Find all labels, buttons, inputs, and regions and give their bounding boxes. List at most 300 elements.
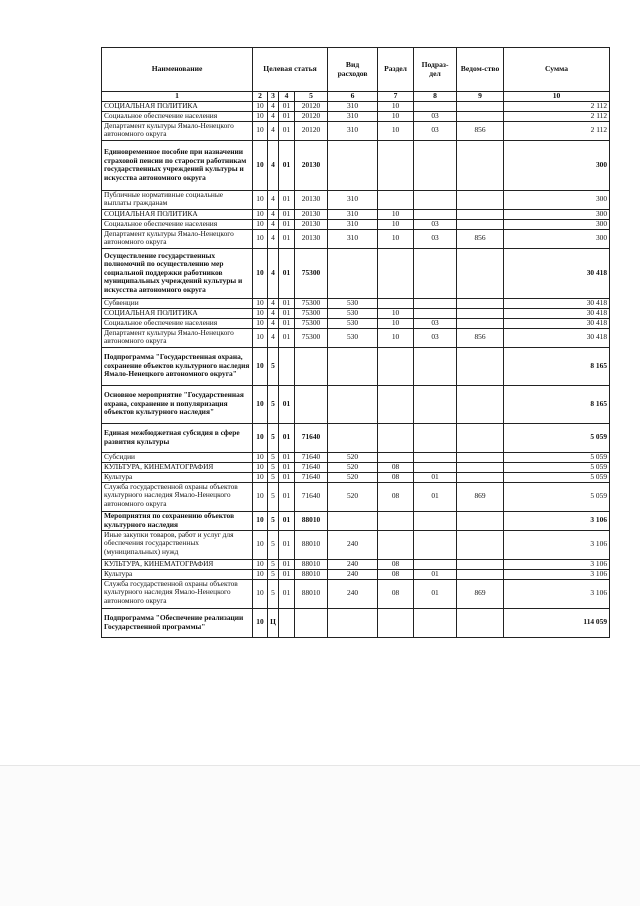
section-cell: 08 (378, 462, 414, 472)
target-part-2-cell: 10 (253, 472, 268, 482)
target-part-2-cell: 10 (253, 219, 268, 229)
section-cell (378, 423, 414, 452)
target-part-4-cell: 01 (279, 559, 295, 569)
department-cell (457, 219, 504, 229)
target-part-3-cell: 4 (268, 298, 279, 308)
row-name-cell: Социальное обеспечение населения (102, 111, 253, 121)
row-name-cell: Субвенции (102, 298, 253, 308)
column-number: 7 (378, 92, 414, 102)
column-number: 10 (504, 92, 610, 102)
section-cell (378, 452, 414, 462)
target-part-5-cell: 20130 (295, 140, 328, 190)
target-part-2-cell: 10 (253, 347, 268, 385)
target-part-4-cell: 01 (279, 229, 295, 248)
subsection-cell: 03 (414, 219, 457, 229)
expense-type-cell (328, 511, 378, 530)
table-row (102, 248, 610, 298)
expense-type-cell: 530 (328, 298, 378, 308)
amount-cell: 5 059 (504, 462, 610, 472)
table-row (102, 219, 610, 229)
target-part-5-cell: 88010 (295, 569, 328, 579)
target-part-4-cell: 01 (279, 452, 295, 462)
row-name-cell: Подпрограмма "Обеспечение реализации Государственной программы" (102, 608, 253, 637)
column-number: 6 (328, 92, 378, 102)
target-part-2-cell: 10 (253, 511, 268, 530)
column-number: 4 (279, 92, 295, 102)
target-part-3-cell: 5 (268, 530, 279, 559)
department-cell (457, 318, 504, 328)
amount-cell: 5 059 (504, 452, 610, 462)
expense-type-cell: 240 (328, 569, 378, 579)
target-part-4-cell: 01 (279, 219, 295, 229)
target-part-2-cell: 10 (253, 452, 268, 462)
table-row (102, 569, 610, 579)
amount-cell: 300 (504, 190, 610, 209)
target-part-2-cell: 10 (253, 608, 268, 637)
target-part-5-cell: 88010 (295, 559, 328, 569)
amount-cell: 300 (504, 229, 610, 248)
expense-type-cell (328, 248, 378, 298)
header-subsection: Подраз-дел (414, 48, 457, 92)
target-part-3-cell: 5 (268, 347, 279, 385)
target-part-5-cell: 20120 (295, 111, 328, 121)
department-cell (457, 190, 504, 209)
section-cell: 10 (378, 209, 414, 219)
target-part-2-cell: 10 (253, 140, 268, 190)
row-name-cell: Департамент культуры Ямало-Ненецкого автономного округа (102, 328, 253, 347)
target-part-2-cell: 10 (253, 328, 268, 347)
row-name-cell: Публичные нормативные социальные выплаты гражданам (102, 190, 253, 209)
expense-type-cell: 310 (328, 190, 378, 209)
target-part-4-cell (279, 608, 295, 637)
target-part-5-cell: 20130 (295, 219, 328, 229)
subsection-cell (414, 511, 457, 530)
subsection-cell (414, 140, 457, 190)
subsection-cell: 03 (414, 328, 457, 347)
target-part-2-cell: 10 (253, 462, 268, 472)
subsection-cell (414, 190, 457, 209)
target-part-4-cell: 01 (279, 121, 295, 140)
subsection-cell (414, 101, 457, 111)
section-cell: 10 (378, 328, 414, 347)
subsection-cell (414, 248, 457, 298)
department-cell (457, 248, 504, 298)
table-row (102, 111, 610, 121)
table-row (102, 318, 610, 328)
amount-cell: 5 059 (504, 472, 610, 482)
section-cell (378, 385, 414, 423)
target-part-3-cell: 4 (268, 219, 279, 229)
target-part-4-cell: 01 (279, 209, 295, 219)
department-cell (457, 298, 504, 308)
target-part-2-cell: 10 (253, 298, 268, 308)
target-part-4-cell: 01 (279, 385, 295, 423)
expense-type-cell (328, 385, 378, 423)
department-cell (457, 452, 504, 462)
expense-type-cell (328, 423, 378, 452)
expense-type-cell: 310 (328, 229, 378, 248)
target-part-2-cell: 10 (253, 308, 268, 318)
expense-type-cell: 240 (328, 530, 378, 559)
target-part-2-cell: 10 (253, 530, 268, 559)
amount-cell: 114 059 (504, 608, 610, 637)
table-row (102, 472, 610, 482)
target-part-5-cell: 71640 (295, 472, 328, 482)
amount-cell: 30 418 (504, 248, 610, 298)
target-part-5-cell: 75300 (295, 248, 328, 298)
subsection-cell (414, 209, 457, 219)
target-part-4-cell: 01 (279, 101, 295, 111)
row-name-cell: Единовременное пособие при назначении страховой пенсии по старости работникам государственных учреждений культуры и искусства автономного округа (102, 140, 253, 190)
target-part-4-cell: 01 (279, 482, 295, 511)
amount-cell: 300 (504, 209, 610, 219)
page-margin (0, 765, 640, 906)
column-number: 3 (268, 92, 279, 102)
target-part-2-cell: 10 (253, 482, 268, 511)
subsection-cell: 01 (414, 472, 457, 482)
row-name-cell: Служба государственной охраны объектов культурного наследия Ямало-Ненецкого автономного округа (102, 579, 253, 608)
target-part-5-cell: 20120 (295, 121, 328, 140)
amount-cell: 5 059 (504, 423, 610, 452)
target-part-3-cell: 4 (268, 101, 279, 111)
target-part-4-cell: 01 (279, 111, 295, 121)
amount-cell: 3 106 (504, 530, 610, 559)
target-part-3-cell: 4 (268, 229, 279, 248)
target-part-2-cell: 10 (253, 385, 268, 423)
table-row (102, 190, 610, 209)
department-cell: 856 (457, 229, 504, 248)
row-name-cell: Социальное обеспечение населения (102, 318, 253, 328)
header-amount: Сумма (504, 48, 610, 92)
table-row (102, 308, 610, 318)
section-cell (378, 530, 414, 559)
target-part-3-cell: 5 (268, 462, 279, 472)
department-cell (457, 209, 504, 219)
table-row (102, 385, 610, 423)
section-cell: 10 (378, 101, 414, 111)
department-cell (457, 472, 504, 482)
department-cell (457, 559, 504, 569)
department-cell (457, 308, 504, 318)
row-name-cell: Осуществление государственных полномочий по осуществлению мер социальной поддержки работников муниципальных учреждений культуры и искусства автономного округа (102, 248, 253, 298)
section-cell (378, 608, 414, 637)
section-cell: 08 (378, 559, 414, 569)
target-part-3-cell: Ц (268, 608, 279, 637)
expense-type-cell: 530 (328, 308, 378, 318)
target-part-2-cell: 10 (253, 101, 268, 111)
expense-type-cell: 240 (328, 559, 378, 569)
amount-cell: 2 112 (504, 111, 610, 121)
target-part-3-cell: 5 (268, 569, 279, 579)
row-name-cell: Единая межбюджетная субсидия в сфере развития культуры (102, 423, 253, 452)
expense-type-cell: 520 (328, 482, 378, 511)
column-number: 2 (253, 92, 268, 102)
subsection-cell: 03 (414, 121, 457, 140)
header-department: Ведом-ство (457, 48, 504, 92)
target-part-2-cell: 10 (253, 229, 268, 248)
department-cell (457, 101, 504, 111)
target-part-3-cell: 5 (268, 423, 279, 452)
budget-table (101, 47, 610, 638)
target-part-5-cell (295, 608, 328, 637)
section-cell (378, 140, 414, 190)
row-name-cell: СОЦИАЛЬНАЯ ПОЛИТИКА (102, 308, 253, 318)
subsection-cell (414, 462, 457, 472)
expense-type-cell (328, 347, 378, 385)
target-part-4-cell: 01 (279, 462, 295, 472)
expense-type-cell: 310 (328, 219, 378, 229)
table-row (102, 328, 610, 347)
table-row (102, 121, 610, 140)
table-row (102, 347, 610, 385)
section-cell (378, 248, 414, 298)
amount-cell: 8 165 (504, 385, 610, 423)
section-cell (378, 511, 414, 530)
target-part-3-cell: 4 (268, 328, 279, 347)
amount-cell: 30 418 (504, 318, 610, 328)
amount-cell: 300 (504, 219, 610, 229)
target-part-2-cell: 10 (253, 121, 268, 140)
target-part-5-cell: 88010 (295, 579, 328, 608)
section-cell (378, 298, 414, 308)
table-row (102, 482, 610, 511)
subsection-cell: 03 (414, 318, 457, 328)
target-part-2-cell: 10 (253, 248, 268, 298)
target-part-3-cell: 4 (268, 308, 279, 318)
table-row (102, 452, 610, 462)
amount-cell: 3 106 (504, 511, 610, 530)
subsection-cell (414, 452, 457, 462)
target-part-2-cell: 10 (253, 579, 268, 608)
expense-type-cell: 520 (328, 472, 378, 482)
amount-cell: 8 165 (504, 347, 610, 385)
subsection-cell (414, 559, 457, 569)
amount-cell: 300 (504, 140, 610, 190)
target-part-3-cell: 5 (268, 559, 279, 569)
target-part-2-cell: 10 (253, 318, 268, 328)
target-part-5-cell: 20120 (295, 101, 328, 111)
amount-cell: 3 106 (504, 579, 610, 608)
target-part-2-cell: 10 (253, 190, 268, 209)
amount-cell: 30 418 (504, 298, 610, 308)
target-part-3-cell: 4 (268, 190, 279, 209)
table-row (102, 423, 610, 452)
table-row (102, 511, 610, 530)
target-part-4-cell: 01 (279, 472, 295, 482)
subsection-cell: 01 (414, 482, 457, 511)
expense-type-cell: 530 (328, 318, 378, 328)
section-cell: 10 (378, 229, 414, 248)
row-name-cell: Мероприятия по сохранению объектов культурного наследия (102, 511, 253, 530)
expense-type-cell (328, 140, 378, 190)
subsection-cell (414, 608, 457, 637)
row-name-cell: СОЦИАЛЬНАЯ ПОЛИТИКА (102, 209, 253, 219)
target-part-5-cell: 20130 (295, 190, 328, 209)
section-cell: 10 (378, 219, 414, 229)
row-name-cell: Культура (102, 569, 253, 579)
target-part-5-cell: 75300 (295, 318, 328, 328)
row-name-cell: Подпрограмма "Государственная охрана, сохранение объектов культурного наследия Ямало-Ненецкого автономного округа" (102, 347, 253, 385)
target-part-3-cell: 4 (268, 121, 279, 140)
target-part-4-cell: 01 (279, 328, 295, 347)
amount-cell: 30 418 (504, 328, 610, 347)
target-part-3-cell: 4 (268, 111, 279, 121)
table-row (102, 101, 610, 111)
row-name-cell: КУЛЬТУРА, КИНЕМАТОГРАФИЯ (102, 559, 253, 569)
target-part-4-cell: 01 (279, 140, 295, 190)
target-part-3-cell: 5 (268, 472, 279, 482)
target-part-3-cell: 5 (268, 385, 279, 423)
department-cell (457, 140, 504, 190)
target-part-2-cell: 10 (253, 559, 268, 569)
target-part-4-cell: 01 (279, 298, 295, 308)
target-part-5-cell: 71640 (295, 423, 328, 452)
subsection-cell (414, 298, 457, 308)
target-part-4-cell: 01 (279, 318, 295, 328)
table-row (102, 530, 610, 559)
department-cell: 856 (457, 328, 504, 347)
target-part-3-cell: 5 (268, 452, 279, 462)
target-part-3-cell: 5 (268, 579, 279, 608)
section-cell: 08 (378, 579, 414, 608)
target-part-4-cell: 01 (279, 190, 295, 209)
target-part-4-cell: 01 (279, 569, 295, 579)
subsection-cell (414, 423, 457, 452)
target-part-5-cell (295, 347, 328, 385)
target-part-4-cell: 01 (279, 248, 295, 298)
department-cell (457, 569, 504, 579)
header-section: Раздел (378, 48, 414, 92)
table-row (102, 462, 610, 472)
expense-type-cell: 310 (328, 111, 378, 121)
department-cell: 869 (457, 482, 504, 511)
expense-type-cell: 240 (328, 579, 378, 608)
subsection-cell (414, 308, 457, 318)
section-cell (378, 190, 414, 209)
column-number: 1 (102, 92, 253, 102)
expense-type-cell (328, 608, 378, 637)
subsection-cell (414, 385, 457, 423)
target-part-4-cell: 01 (279, 579, 295, 608)
amount-cell: 3 106 (504, 559, 610, 569)
row-name-cell: Основное мероприятие "Государственная охрана, сохранение и популяризация объектов культурного наследия" (102, 385, 253, 423)
row-name-cell: Социальное обеспечение населения (102, 219, 253, 229)
expense-type-cell: 310 (328, 101, 378, 111)
column-number: 8 (414, 92, 457, 102)
subsection-cell: 03 (414, 111, 457, 121)
header-name: Наименование (102, 48, 253, 92)
row-name-cell: Субсидии (102, 452, 253, 462)
column-number: 5 (295, 92, 328, 102)
row-name-cell: Департамент культуры Ямало-Ненецкого автономного округа (102, 229, 253, 248)
target-part-5-cell: 20130 (295, 229, 328, 248)
department-cell (457, 385, 504, 423)
subsection-cell (414, 530, 457, 559)
expense-type-cell: 520 (328, 462, 378, 472)
column-number-row (102, 92, 610, 102)
row-name-cell: Служба государственной охраны объектов культурного наследия Ямало-Ненецкого автономного округа (102, 482, 253, 511)
expense-type-cell: 530 (328, 328, 378, 347)
header-expense-type: Вид расходов (328, 48, 378, 92)
row-name-cell: СОЦИАЛЬНАЯ ПОЛИТИКА (102, 101, 253, 111)
table-row (102, 209, 610, 219)
department-cell: 856 (457, 121, 504, 140)
expense-type-cell: 310 (328, 121, 378, 140)
column-number: 9 (457, 92, 504, 102)
target-part-2-cell: 10 (253, 111, 268, 121)
subsection-cell: 01 (414, 579, 457, 608)
expense-type-cell: 310 (328, 209, 378, 219)
target-part-5-cell: 71640 (295, 462, 328, 472)
target-part-2-cell: 10 (253, 569, 268, 579)
table-row (102, 140, 610, 190)
target-part-4-cell: 01 (279, 530, 295, 559)
header-target: Целевая статья (253, 48, 328, 92)
target-part-4-cell: 01 (279, 511, 295, 530)
target-part-5-cell: 20130 (295, 209, 328, 219)
department-cell (457, 347, 504, 385)
row-name-cell: Иные закупки товаров, работ и услуг для обеспечения государственных (муниципальных) нужд (102, 530, 253, 559)
section-cell (378, 347, 414, 385)
expense-type-cell: 520 (328, 452, 378, 462)
target-part-5-cell: 71640 (295, 482, 328, 511)
subsection-cell: 03 (414, 229, 457, 248)
amount-cell: 30 418 (504, 308, 610, 318)
table-row (102, 559, 610, 569)
target-part-5-cell: 88010 (295, 511, 328, 530)
amount-cell: 3 106 (504, 569, 610, 579)
target-part-2-cell: 10 (253, 209, 268, 219)
section-cell: 10 (378, 121, 414, 140)
target-part-5-cell: 75300 (295, 298, 328, 308)
section-cell: 10 (378, 111, 414, 121)
amount-cell: 2 112 (504, 101, 610, 111)
target-part-3-cell: 4 (268, 248, 279, 298)
row-name-cell: Департамент культуры Ямало-Ненецкого автономного округа (102, 121, 253, 140)
section-cell: 10 (378, 308, 414, 318)
department-cell (457, 423, 504, 452)
table-row (102, 298, 610, 308)
section-cell: 08 (378, 472, 414, 482)
department-cell (457, 462, 504, 472)
amount-cell: 2 112 (504, 121, 610, 140)
target-part-5-cell: 75300 (295, 308, 328, 318)
target-part-3-cell: 5 (268, 482, 279, 511)
department-cell (457, 111, 504, 121)
subsection-cell (414, 347, 457, 385)
target-part-5-cell (295, 385, 328, 423)
target-part-5-cell: 71640 (295, 452, 328, 462)
target-part-4-cell: 01 (279, 308, 295, 318)
amount-cell: 5 059 (504, 482, 610, 511)
target-part-3-cell: 4 (268, 140, 279, 190)
department-cell (457, 511, 504, 530)
department-cell: 869 (457, 579, 504, 608)
target-part-3-cell: 4 (268, 209, 279, 219)
row-name-cell: КУЛЬТУРА, КИНЕМАТОГРАФИЯ (102, 462, 253, 472)
target-part-3-cell: 5 (268, 511, 279, 530)
department-cell (457, 608, 504, 637)
row-name-cell: Культура (102, 472, 253, 482)
target-part-4-cell: 01 (279, 423, 295, 452)
table-row (102, 579, 610, 608)
subsection-cell: 01 (414, 569, 457, 579)
section-cell: 08 (378, 482, 414, 511)
target-part-5-cell: 88010 (295, 530, 328, 559)
department-cell (457, 530, 504, 559)
target-part-3-cell: 4 (268, 318, 279, 328)
target-part-4-cell (279, 347, 295, 385)
